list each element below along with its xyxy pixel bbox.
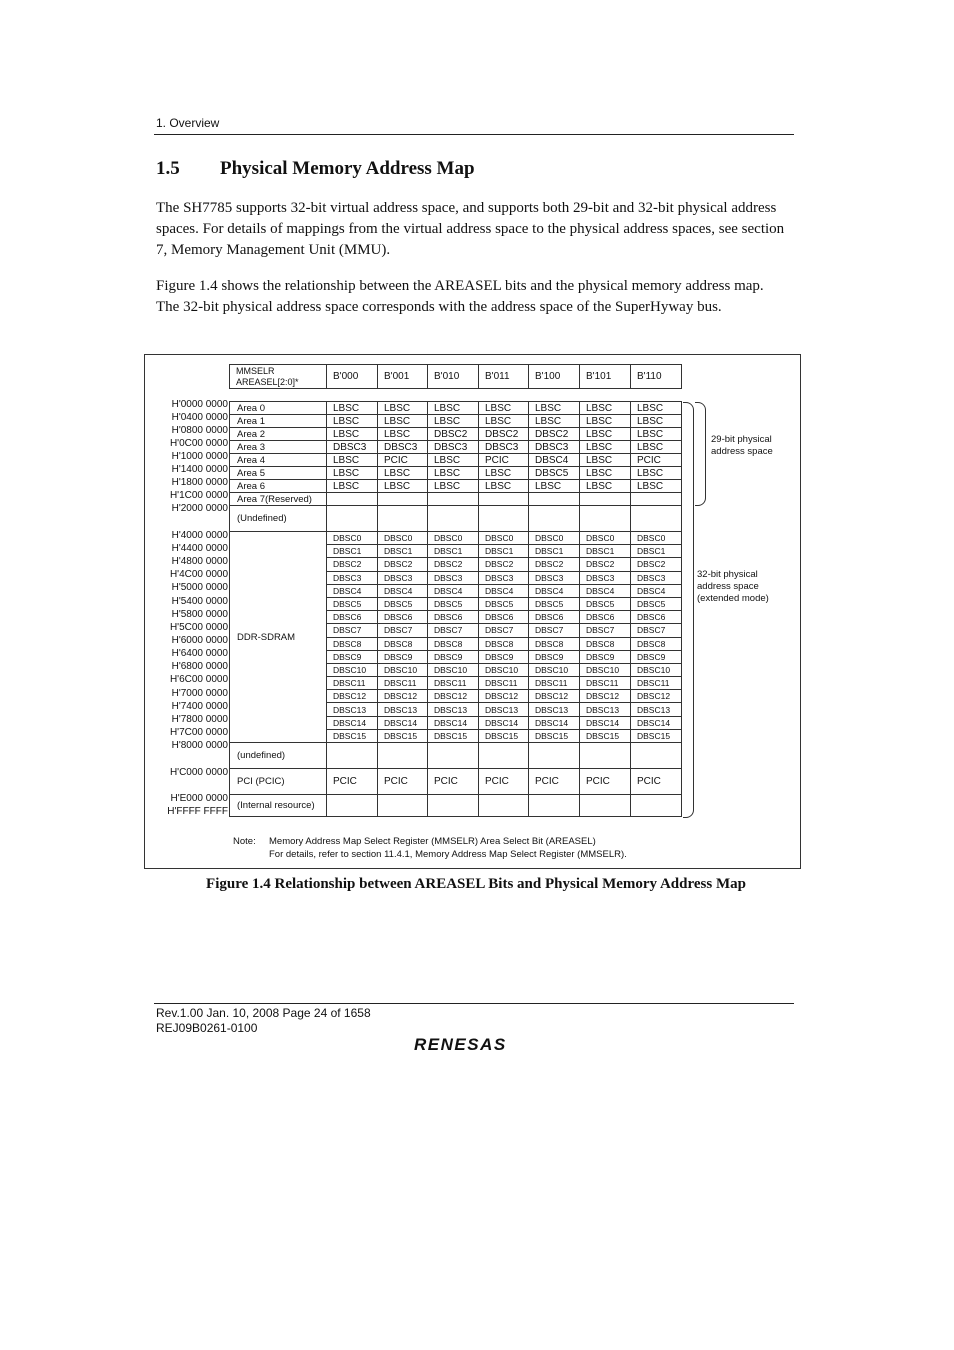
mmselr-label-line1: MMSELR (236, 365, 275, 376)
map-cell: LBSC (378, 415, 428, 428)
dbsc-cell: DBSC7 (378, 624, 428, 637)
column-header: B'100 (529, 365, 580, 389)
dbsc-cell: DBSC6 (479, 611, 529, 624)
dbsc-cell: DBSC6 (428, 611, 479, 624)
address-label: H'5400 0000 (171, 596, 228, 607)
dbsc-cell: DBSC10 (428, 663, 479, 676)
map-cell: LBSC (327, 428, 378, 441)
dbsc-cell: DBSC12 (529, 690, 580, 703)
paragraph-1: The SH7785 supports 32-bit virtual address space, and supports both 29-bit and 32-bit physical address spaces. For details of mappings from the virtual address space to the physical address spaces, see section 7, Memory Management Unit (MMU). (156, 200, 785, 258)
map-cell: LBSC (378, 467, 428, 480)
undefined-label: (Undefined) (230, 506, 327, 532)
footer-doc-number: REJ09B0261-0100 (156, 1021, 258, 1035)
dbsc-cell: DBSC10 (580, 663, 631, 676)
map-cell (529, 493, 580, 506)
figure-caption: Figure 1.4 Relationship between AREASEL Bits and Physical Memory Address Map (206, 876, 746, 892)
footer-rule (154, 1003, 794, 1004)
internal-resource-label: (Internal resource) (230, 795, 327, 817)
dbsc-cell: DBSC9 (631, 650, 682, 663)
address-label: H'8000 0000 (171, 740, 228, 751)
map-cell: LBSC (479, 480, 529, 493)
dbsc-cell: DBSC2 (529, 558, 580, 571)
ddr-sdram-label: DDR-SDRAM (230, 532, 327, 743)
map-cell (529, 506, 580, 532)
dbsc-cell: DBSC13 (580, 703, 631, 716)
dbsc-cell: DBSC7 (327, 624, 378, 637)
pcic-cell: PCIC (479, 769, 529, 795)
pci-label: PCI (PCIC) (230, 769, 327, 795)
map-cell: DBSC3 (428, 441, 479, 454)
dbsc-cell: DBSC15 (631, 729, 682, 742)
map-cell (378, 493, 428, 506)
column-header: B'110 (631, 365, 682, 389)
dbsc-cell: DBSC4 (631, 584, 682, 597)
dbsc-cell: DBSC3 (529, 571, 580, 584)
dbsc-cell: DBSC14 (479, 716, 529, 729)
undefined-label-2: (undefined) (230, 743, 327, 769)
map-cell (428, 493, 479, 506)
dbsc-cell: DBSC8 (479, 637, 529, 650)
map-cell: LBSC (529, 480, 580, 493)
map-cell: LBSC (378, 402, 428, 415)
dbsc-cell: DBSC12 (378, 690, 428, 703)
map-cell (529, 743, 580, 769)
dbsc-cell: DBSC8 (631, 637, 682, 650)
pcic-cell: PCIC (529, 769, 580, 795)
dbsc-cell: DBSC13 (529, 703, 580, 716)
address-label: H'FFFF FFFF (167, 806, 228, 817)
dbsc-cell: DBSC4 (378, 584, 428, 597)
dbsc-cell: DBSC4 (580, 584, 631, 597)
dbsc-cell: DBSC14 (529, 716, 580, 729)
note-key: Note: (233, 836, 256, 847)
dbsc-cell: DBSC14 (428, 716, 479, 729)
map-cell (479, 506, 529, 532)
address-label: H'4C00 0000 (169, 569, 228, 580)
dbsc-cell: DBSC5 (327, 597, 378, 610)
map-cell: DBSC2 (529, 428, 580, 441)
area-row (230, 428, 682, 441)
dbsc-cell: DBSC13 (631, 703, 682, 716)
dbsc-cell: DBSC7 (479, 624, 529, 637)
map-cell: LBSC (631, 480, 682, 493)
dbsc-cell: DBSC1 (327, 545, 378, 558)
map-cell (529, 795, 580, 817)
pci-row (230, 769, 682, 795)
footer-revision: Rev.1.00 Jan. 10, 2008 Page 24 of 1658 (156, 1006, 371, 1020)
map-cell (327, 493, 378, 506)
address-label: H'0C00 0000 (169, 438, 228, 449)
area-label: Area 2 (230, 428, 327, 441)
areasel-header-table (229, 364, 682, 389)
dbsc-cell: DBSC5 (529, 597, 580, 610)
map-cell: PCIC (479, 454, 529, 467)
label-32bit (697, 569, 769, 605)
map-cell: LBSC (631, 402, 682, 415)
dbsc-cell: DBSC5 (428, 597, 479, 610)
dbsc-cell: DBSC11 (327, 677, 378, 690)
dbsc-cell: DBSC0 (529, 532, 580, 545)
map-cell: LBSC (378, 480, 428, 493)
dbsc-cell: DBSC11 (428, 677, 479, 690)
map-cell: LBSC (580, 441, 631, 454)
area-row (230, 441, 682, 454)
map-cell (580, 743, 631, 769)
area-label: Area 4 (230, 454, 327, 467)
internal-resource-row (230, 795, 682, 817)
undefined-row-2 (230, 743, 682, 769)
pcic-cell: PCIC (428, 769, 479, 795)
map-cell (631, 506, 682, 532)
label-32bit-line1: 32-bit physical (697, 569, 758, 580)
address-label: H'6C00 0000 (169, 674, 228, 685)
dbsc-cell: DBSC0 (428, 532, 479, 545)
dbsc-cell: DBSC1 (428, 545, 479, 558)
dbsc-cell: DBSC2 (631, 558, 682, 571)
address-label: H'5000 0000 (171, 582, 228, 593)
map-cell: LBSC (580, 467, 631, 480)
map-cell (428, 795, 479, 817)
map-cell: LBSC (580, 402, 631, 415)
paragraph-2: Figure 1.4 shows the relationship between the AREASEL bits and the physical memory address map. The 32-bit physical address space corresponds with the address space of the SuperHyway bus. (156, 278, 764, 315)
map-cell: DBSC3 (327, 441, 378, 454)
dbsc-cell: DBSC11 (631, 677, 682, 690)
address-label: H'1000 0000 (171, 451, 228, 462)
pcic-cell: PCIC (327, 769, 378, 795)
dbsc-cell: DBSC11 (378, 677, 428, 690)
dbsc-cell: DBSC9 (378, 650, 428, 663)
map-cell: LBSC (428, 415, 479, 428)
dbsc-cell: DBSC13 (479, 703, 529, 716)
map-cell (631, 795, 682, 817)
map-cell: PCIC (631, 454, 682, 467)
map-cell (580, 506, 631, 532)
dbsc-cell: DBSC1 (479, 545, 529, 558)
dbsc-cell: DBSC8 (327, 637, 378, 650)
dbsc-cell: DBSC5 (479, 597, 529, 610)
map-cell (378, 506, 428, 532)
dbsc-cell: DBSC7 (529, 624, 580, 637)
map-cell (479, 493, 529, 506)
mmselr-label (230, 365, 327, 389)
map-cell (428, 743, 479, 769)
undefined-row (230, 506, 682, 532)
label-32bit-line2: address space (697, 581, 759, 592)
dbsc-cell: DBSC14 (327, 716, 378, 729)
map-cell (327, 506, 378, 532)
map-cell: LBSC (580, 454, 631, 467)
dbsc-cell: DBSC15 (580, 729, 631, 742)
dbsc-cell: DBSC14 (580, 716, 631, 729)
dbsc-cell: DBSC2 (327, 558, 378, 571)
dbsc-cell: DBSC0 (378, 532, 428, 545)
dbsc-cell: DBSC12 (428, 690, 479, 703)
map-cell: LBSC (479, 415, 529, 428)
address-label: H'2000 0000 (171, 503, 228, 514)
column-header: B'101 (580, 365, 631, 389)
map-cell (479, 743, 529, 769)
address-label: H'7C00 0000 (169, 727, 228, 738)
dbsc-cell: DBSC3 (479, 571, 529, 584)
dbsc-cell: DBSC1 (529, 545, 580, 558)
column-header: B'011 (479, 365, 529, 389)
address-label: H'7400 0000 (171, 701, 228, 712)
map-cell: LBSC (428, 480, 479, 493)
dbsc-cell: DBSC9 (327, 650, 378, 663)
map-cell: DBSC4 (529, 454, 580, 467)
dbsc-cell: DBSC8 (378, 637, 428, 650)
label-32bit-line3: (extended mode) (697, 593, 769, 604)
dbsc-cell: DBSC3 (428, 571, 479, 584)
area-row (230, 454, 682, 467)
dbsc-cell: DBSC2 (378, 558, 428, 571)
dbsc-cell: DBSC12 (479, 690, 529, 703)
dbsc-cell: DBSC10 (327, 663, 378, 676)
dbsc-cell: DBSC7 (631, 624, 682, 637)
map-cell: LBSC (631, 441, 682, 454)
map-cell: LBSC (631, 415, 682, 428)
address-label: H'5800 0000 (171, 609, 228, 620)
map-cell: LBSC (327, 454, 378, 467)
column-header: B'001 (378, 365, 428, 389)
map-cell: LBSC (479, 402, 529, 415)
area-row (230, 415, 682, 428)
dbsc-cell: DBSC6 (378, 611, 428, 624)
dbsc-cell: DBSC12 (327, 690, 378, 703)
dbsc-cell: DBSC0 (479, 532, 529, 545)
address-label: H'0400 0000 (171, 412, 228, 423)
dbsc-cell: DBSC0 (580, 532, 631, 545)
dbsc-cell: DBSC14 (631, 716, 682, 729)
dbsc-cell: DBSC4 (428, 584, 479, 597)
address-label: H'6000 0000 (171, 635, 228, 646)
address-label: H'4800 0000 (171, 556, 228, 567)
area-label: Area 3 (230, 441, 327, 454)
dbsc-cell: DBSC14 (378, 716, 428, 729)
dbsc-cell: DBSC0 (631, 532, 682, 545)
pcic-cell: PCIC (378, 769, 428, 795)
address-label: H'7000 0000 (171, 688, 228, 699)
map-cell (580, 795, 631, 817)
map-cell: LBSC (631, 467, 682, 480)
area-row (230, 480, 682, 493)
map-cell: LBSC (529, 402, 580, 415)
renesas-logo-graphic (412, 1034, 536, 1054)
area-label: Area 5 (230, 467, 327, 480)
dbsc-cell: DBSC11 (529, 677, 580, 690)
column-header: B'000 (327, 365, 378, 389)
dbsc-cell: DBSC10 (631, 663, 682, 676)
map-cell: LBSC (327, 467, 378, 480)
dbsc-cell: DBSC9 (580, 650, 631, 663)
dbsc-cell: DBSC2 (479, 558, 529, 571)
label-29bit-line1: 29-bit physical (711, 434, 772, 445)
running-header: 1. Overview (156, 116, 220, 130)
area-row (230, 402, 682, 415)
dbsc-cell: DBSC15 (378, 729, 428, 742)
note-line-1: Memory Address Map Select Register (MMSELR) Area Select Bit (AREASEL) (269, 836, 596, 847)
label-29bit-line2: address space (711, 446, 773, 457)
dbsc-cell: DBSC3 (378, 571, 428, 584)
dbsc-cell: DBSC6 (327, 611, 378, 624)
label-29bit (711, 434, 773, 458)
mmselr-label-line2: AREASEL[2:0]* (236, 376, 299, 387)
map-cell: LBSC (378, 428, 428, 441)
map-cell (631, 743, 682, 769)
header-rule (154, 134, 794, 135)
dbsc-cell: DBSC2 (580, 558, 631, 571)
map-cell: LBSC (529, 415, 580, 428)
dbsc-cell: DBSC8 (580, 637, 631, 650)
map-cell: LBSC (580, 480, 631, 493)
dbsc-cell: DBSC10 (378, 663, 428, 676)
dbsc-cell: DBSC15 (479, 729, 529, 742)
area-label: Area 6 (230, 480, 327, 493)
map-cell: LBSC (428, 402, 479, 415)
area-label: Area 0 (230, 402, 327, 415)
renesas-logo-text: RENESAS (414, 1035, 507, 1054)
dbsc-cell: DBSC8 (529, 637, 580, 650)
dbsc-cell: DBSC15 (428, 729, 479, 742)
map-cell: DBSC2 (428, 428, 479, 441)
section-title (156, 158, 475, 180)
map-cell (378, 795, 428, 817)
dbsc-cell: DBSC1 (378, 545, 428, 558)
address-label: H'4000 0000 (171, 530, 228, 541)
dbsc-cell: DBSC7 (428, 624, 479, 637)
dbsc-cell: DBSC5 (580, 597, 631, 610)
dbsc-cell: DBSC3 (327, 571, 378, 584)
address-label: H'4400 0000 (171, 543, 228, 554)
address-label: H'6800 0000 (171, 661, 228, 672)
pcic-cell: PCIC (580, 769, 631, 795)
dbsc-cell: DBSC9 (479, 650, 529, 663)
map-cell (631, 493, 682, 506)
area-row (230, 467, 682, 480)
brace-29bit (695, 402, 706, 506)
map-cell: LBSC (327, 480, 378, 493)
map-cell (327, 795, 378, 817)
address-label: H'0000 0000 (171, 399, 228, 410)
dbsc-cell: DBSC12 (580, 690, 631, 703)
dbsc-cell: DBSC6 (529, 611, 580, 624)
figure-note (233, 835, 627, 861)
map-cell (580, 493, 631, 506)
brace-32bit (683, 402, 694, 818)
dbsc-cell: DBSC9 (428, 650, 479, 663)
dbsc-cell: DBSC7 (580, 624, 631, 637)
map-cell (378, 743, 428, 769)
address-label: H'0800 0000 (171, 425, 228, 436)
dbsc-cell: DBSC6 (580, 611, 631, 624)
dbsc-cell: DBSC13 (327, 703, 378, 716)
map-cell: PCIC (378, 454, 428, 467)
column-header: B'010 (428, 365, 479, 389)
map-cell: DBSC3 (479, 441, 529, 454)
dbsc-cell: DBSC8 (428, 637, 479, 650)
map-cell: DBSC3 (378, 441, 428, 454)
area-row (230, 493, 682, 506)
dbsc-cell: DBSC13 (378, 703, 428, 716)
dbsc-cell: DBSC0 (327, 532, 378, 545)
map-cell: LBSC (428, 454, 479, 467)
dbsc-cell: DBSC9 (529, 650, 580, 663)
map-cell: LBSC (580, 415, 631, 428)
note-line-2: For details, refer to section 11.4.1, Memory Address Map Select Register (MMSELR). (269, 849, 627, 860)
area-label: Area 7(Reserved) (230, 493, 327, 506)
dbsc-cell: DBSC11 (580, 677, 631, 690)
dbsc-cell: DBSC15 (327, 729, 378, 742)
map-cell: DBSC2 (479, 428, 529, 441)
address-label: H'1C00 0000 (169, 490, 228, 501)
address-label: H'1800 0000 (171, 477, 228, 488)
address-label: H'5C00 0000 (169, 622, 228, 633)
map-cell: LBSC (428, 467, 479, 480)
dbsc-cell: DBSC1 (580, 545, 631, 558)
dbsc-cell: DBSC4 (479, 584, 529, 597)
section-number: 1.5 (156, 158, 180, 179)
area-label: Area 1 (230, 415, 327, 428)
dbsc-cell: DBSC10 (479, 663, 529, 676)
dbsc-cell: DBSC4 (327, 584, 378, 597)
map-cell: DBSC3 (529, 441, 580, 454)
dbsc-cell: DBSC12 (631, 690, 682, 703)
address-label: H'6400 0000 (171, 648, 228, 659)
address-label: H'1400 0000 (171, 464, 228, 475)
map-cell: LBSC (580, 428, 631, 441)
address-label: H'E000 0000 (170, 793, 228, 804)
map-cell: LBSC (479, 467, 529, 480)
renesas-logo (412, 1034, 536, 1059)
dbsc-cell: DBSC4 (529, 584, 580, 597)
dbsc-cell: DBSC10 (529, 663, 580, 676)
dbsc-cell: DBSC15 (529, 729, 580, 742)
pcic-cell: PCIC (631, 769, 682, 795)
map-cell (327, 743, 378, 769)
map-cell: DBSC5 (529, 467, 580, 480)
memory-map-table (229, 401, 682, 817)
map-cell: LBSC (327, 402, 378, 415)
address-label: H'7800 0000 (171, 714, 228, 725)
dbsc-cell: DBSC5 (631, 597, 682, 610)
dbsc-cell: DBSC6 (631, 611, 682, 624)
ddr-row (230, 532, 682, 545)
dbsc-cell: DBSC5 (378, 597, 428, 610)
map-cell: LBSC (631, 428, 682, 441)
map-cell (428, 506, 479, 532)
dbsc-cell: DBSC13 (428, 703, 479, 716)
section-title-text: Physical Memory Address Map (220, 158, 475, 179)
address-label: H'C000 0000 (169, 767, 228, 778)
dbsc-cell: DBSC11 (479, 677, 529, 690)
map-cell (479, 795, 529, 817)
dbsc-cell: DBSC3 (631, 571, 682, 584)
dbsc-cell: DBSC1 (631, 545, 682, 558)
dbsc-cell: DBSC2 (428, 558, 479, 571)
map-cell: LBSC (327, 415, 378, 428)
dbsc-cell: DBSC3 (580, 571, 631, 584)
